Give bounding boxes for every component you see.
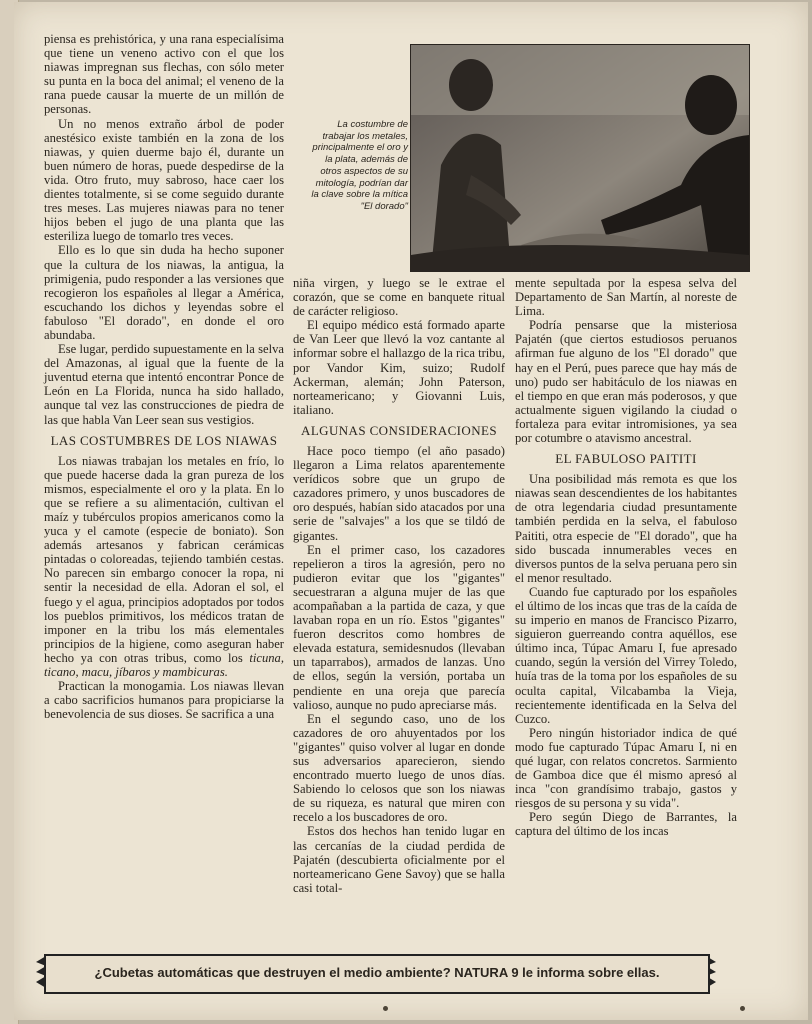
- section-heading: LAS COSTUMBRES DE LOS NIAWAS: [50, 432, 278, 448]
- paragraph: Pero ningún historiador indica de qué modo fue capturado Túpac Amaru I, ni en qué lugar, con relatos concretos. Sarmiento de Gamboa dice que él mismo apresó al inca "con grandísimo trabajo, gastos y riesgos de su persona y su vida".: [515, 725, 737, 811]
- paragraph: Un no menos extraño árbol de poder anestésico existe también en la zona de los niawas, y quien duerme bajo él, durante un buen número de horas, puede despedirse de la vida. Otro fruto, muy sabroso, hace caer los dientes totalmente, si se come seguido durante tres meses. Las mujeres niawas para no tener hijos beben el jugo de una planta que las esteriliza luego de tomarlo tres veces.: [44, 116, 284, 244]
- paragraph: Pero según Diego de Barrantes, la captura del último de los incas: [515, 810, 737, 839]
- banner-box: [44, 954, 710, 994]
- promo-banner: [34, 948, 718, 1000]
- paragraph: piensa es prehistórica, y una rana especialísima que tiene un veneno activo con el que los niawas impregnan sus flechas, con sólo meter su punta en la boca del animal; el veneno de la rana puede causar la muerte de un millón de personas.: [44, 32, 284, 117]
- tribe-names: ticuna, ticano, macu, jíbaros y mambicuras.: [44, 650, 284, 680]
- paragraph: Hace poco tiempo (el año pasado) llegaron a Lima relatos aparentemente verídicos sobre que un grupo de cazadores primero, y unos buscadores de oro después, habían sido atacados por una serie de "salvajes" a los que se tildó de gigantes.: [293, 443, 505, 543]
- paragraph: mente sepultada por la espesa selva del Departamento de San Martín, al noreste de Lima.: [515, 276, 737, 319]
- column-middle: [293, 276, 505, 895]
- banner-text: ¿Cubetas automáticas que destruyen el medio ambiente? NATURA 9 le informa sobre ellas.: [94, 965, 660, 980]
- paragraph: Ese lugar, perdido supuestamente en la selva del Amazonas, al igual que la fuente de la juventud eterna que intentó encontrar Ponce de León en La Florida, nunca ha sido hallado, aunque tal vez las construcciones de piedra de las que habla Van Leer sean sus vestigios.: [44, 342, 284, 427]
- paragraph: niña virgen, y luego se le extrae el corazón, que se come en banquete ritual de carácter religioso.: [293, 276, 505, 319]
- section-heading: EL FABULOSO PAITITI: [555, 451, 697, 467]
- paragraph: Podría pensarse que la misteriosa Pajatén (que ciertos estudiosos peruanos afirman fue alguno de los "El dorado" que hay en el Perú, pues parece que hay más de uno) pudo ser habitáculo de los niawas en el tiempo en que eran más poderosos, y que actualmente siguen vigilando la ciudad o fortaleza para evitar intromisiones, ya sea por cotumbre o atavismo ancestral.: [515, 318, 737, 446]
- paragraph: El equipo médico está formado aparte de Van Leer que llevó la voz cantante al informar sobre el hallazgo de la rica tribu, por Vandor Kim, suizo; Rudolf Ackerman, alemán; John Paterson, norteamericano; y Giovanni Luis, italiano.: [293, 318, 505, 417]
- paragraph: [44, 454, 284, 680]
- photo-illustration: [411, 45, 749, 271]
- paragraph: Practican la monogamia. Los niawas llevan a cabo sacrificios humanos para propiciarse la benevolencia de sus dioses. Se sacrifica a una: [44, 679, 284, 722]
- paragraph: En el segundo caso, uno de los cazadores de oro ahuyentados por los "gigantes" quiso volver al lugar en donde sus adversarios aparecieron, siendo encontrado muerto luego de unos días. Sabiendo lo celosos que son los niawas de su riqueza, es natural que miren con recelo a los buscadores de oro.: [293, 711, 505, 825]
- paragraph: Ello es lo que sin duda ha hecho suponer que la cultura de los niawas, la antigua, la primigenia, pudo responder a las versiones que recogieron los españoles al llegar a América, escuchando los dichos y leyendas sobre el fabuloso "El dorado", en donde el oro abundaba.: [44, 243, 284, 342]
- column-left: [44, 32, 284, 721]
- paragraph: Una posibilidad más remota es que los niawas sean descendientes de los habitantes de otra legendaria ciudad presuntamente también perdida en la selva, el fabuloso Paititi, otra especie de "El dorado", que ha sido buscada innumerables veces en diversos puntos de la selva peruana pero sin el menor resultado.: [515, 472, 737, 585]
- column-right: [515, 276, 737, 839]
- staple-mark-icon: [740, 1006, 745, 1011]
- photo-caption: La costumbre de trabajar los metales, principalmente el oro y la plata, además de otros aspectos de su mitología, podrían dar la clave sobre la mítica "El dorado": [311, 119, 408, 212]
- staple-mark-icon: [383, 1006, 388, 1011]
- paragraph: Cuando fue capturado por los españoles el último de los incas que tras de la caída de su imperio en manos de Francisco Pizarro, siguieron guerreando contra aquéllos, ese último inca, Túpac Amaru I, fue apresado cuando, según la versión del Virrey Toledo, huía tras de la toma por los españoles de su oculta capital, Vilcabamba la Vieja, recientemente identificada en la Selva del Cuzco.: [515, 584, 737, 726]
- paragraph: Estos dos hechos han tenido lugar en las cercanías de la ciudad perdida de Pajatén (descubierta oficialmente por el norteamericano Gene Savoy) que se halla casi total-: [293, 824, 505, 895]
- paragraph-text: Los niawas trabajan los metales en frío, lo que puede hacerse dada la gran pureza de los mismos, especialmente el oro y la plata. En lo que se refiere a su alimentación, cultivan el maíz y tubérculos propios americanos como la yuca y el camote (especie de boniato). Son además artesanos y fabrican cerámicas pintadas o coloreadas, tejiendo también cestas. No parecen sin embargo conocer la ropa, ni sentir la necesidad de ella. Adoran el sol, el fuego y el agua, principios adoptados por todos los pueblos primitivos, los médicos tratan de imponer en la tribu los más elementales principios de la higiene, como aseguran haber hecho ya con otras tribus, como los: [44, 453, 284, 665]
- article-photo: [410, 44, 750, 272]
- section-heading: ALGUNAS CONSIDERACIONES: [301, 422, 497, 438]
- paragraph: En el primer caso, los cazadores repelieron a tiros la agresión, pero no pudieron evitar que los "gigantes" secuestraran a alguna mujer de las que acompañaban a la partida de caza, y que lavaban ropa en un río. Estos "gigantes" fueron descritos como hombres de elevada estatura, semidesnudos (llevaban un taparrabos), armados de lanzas. Uno de ellos, según la versión, portaba un pendiente en una oreja que parecía valioso, aunque no pudo apreciarse más.: [293, 542, 505, 712]
